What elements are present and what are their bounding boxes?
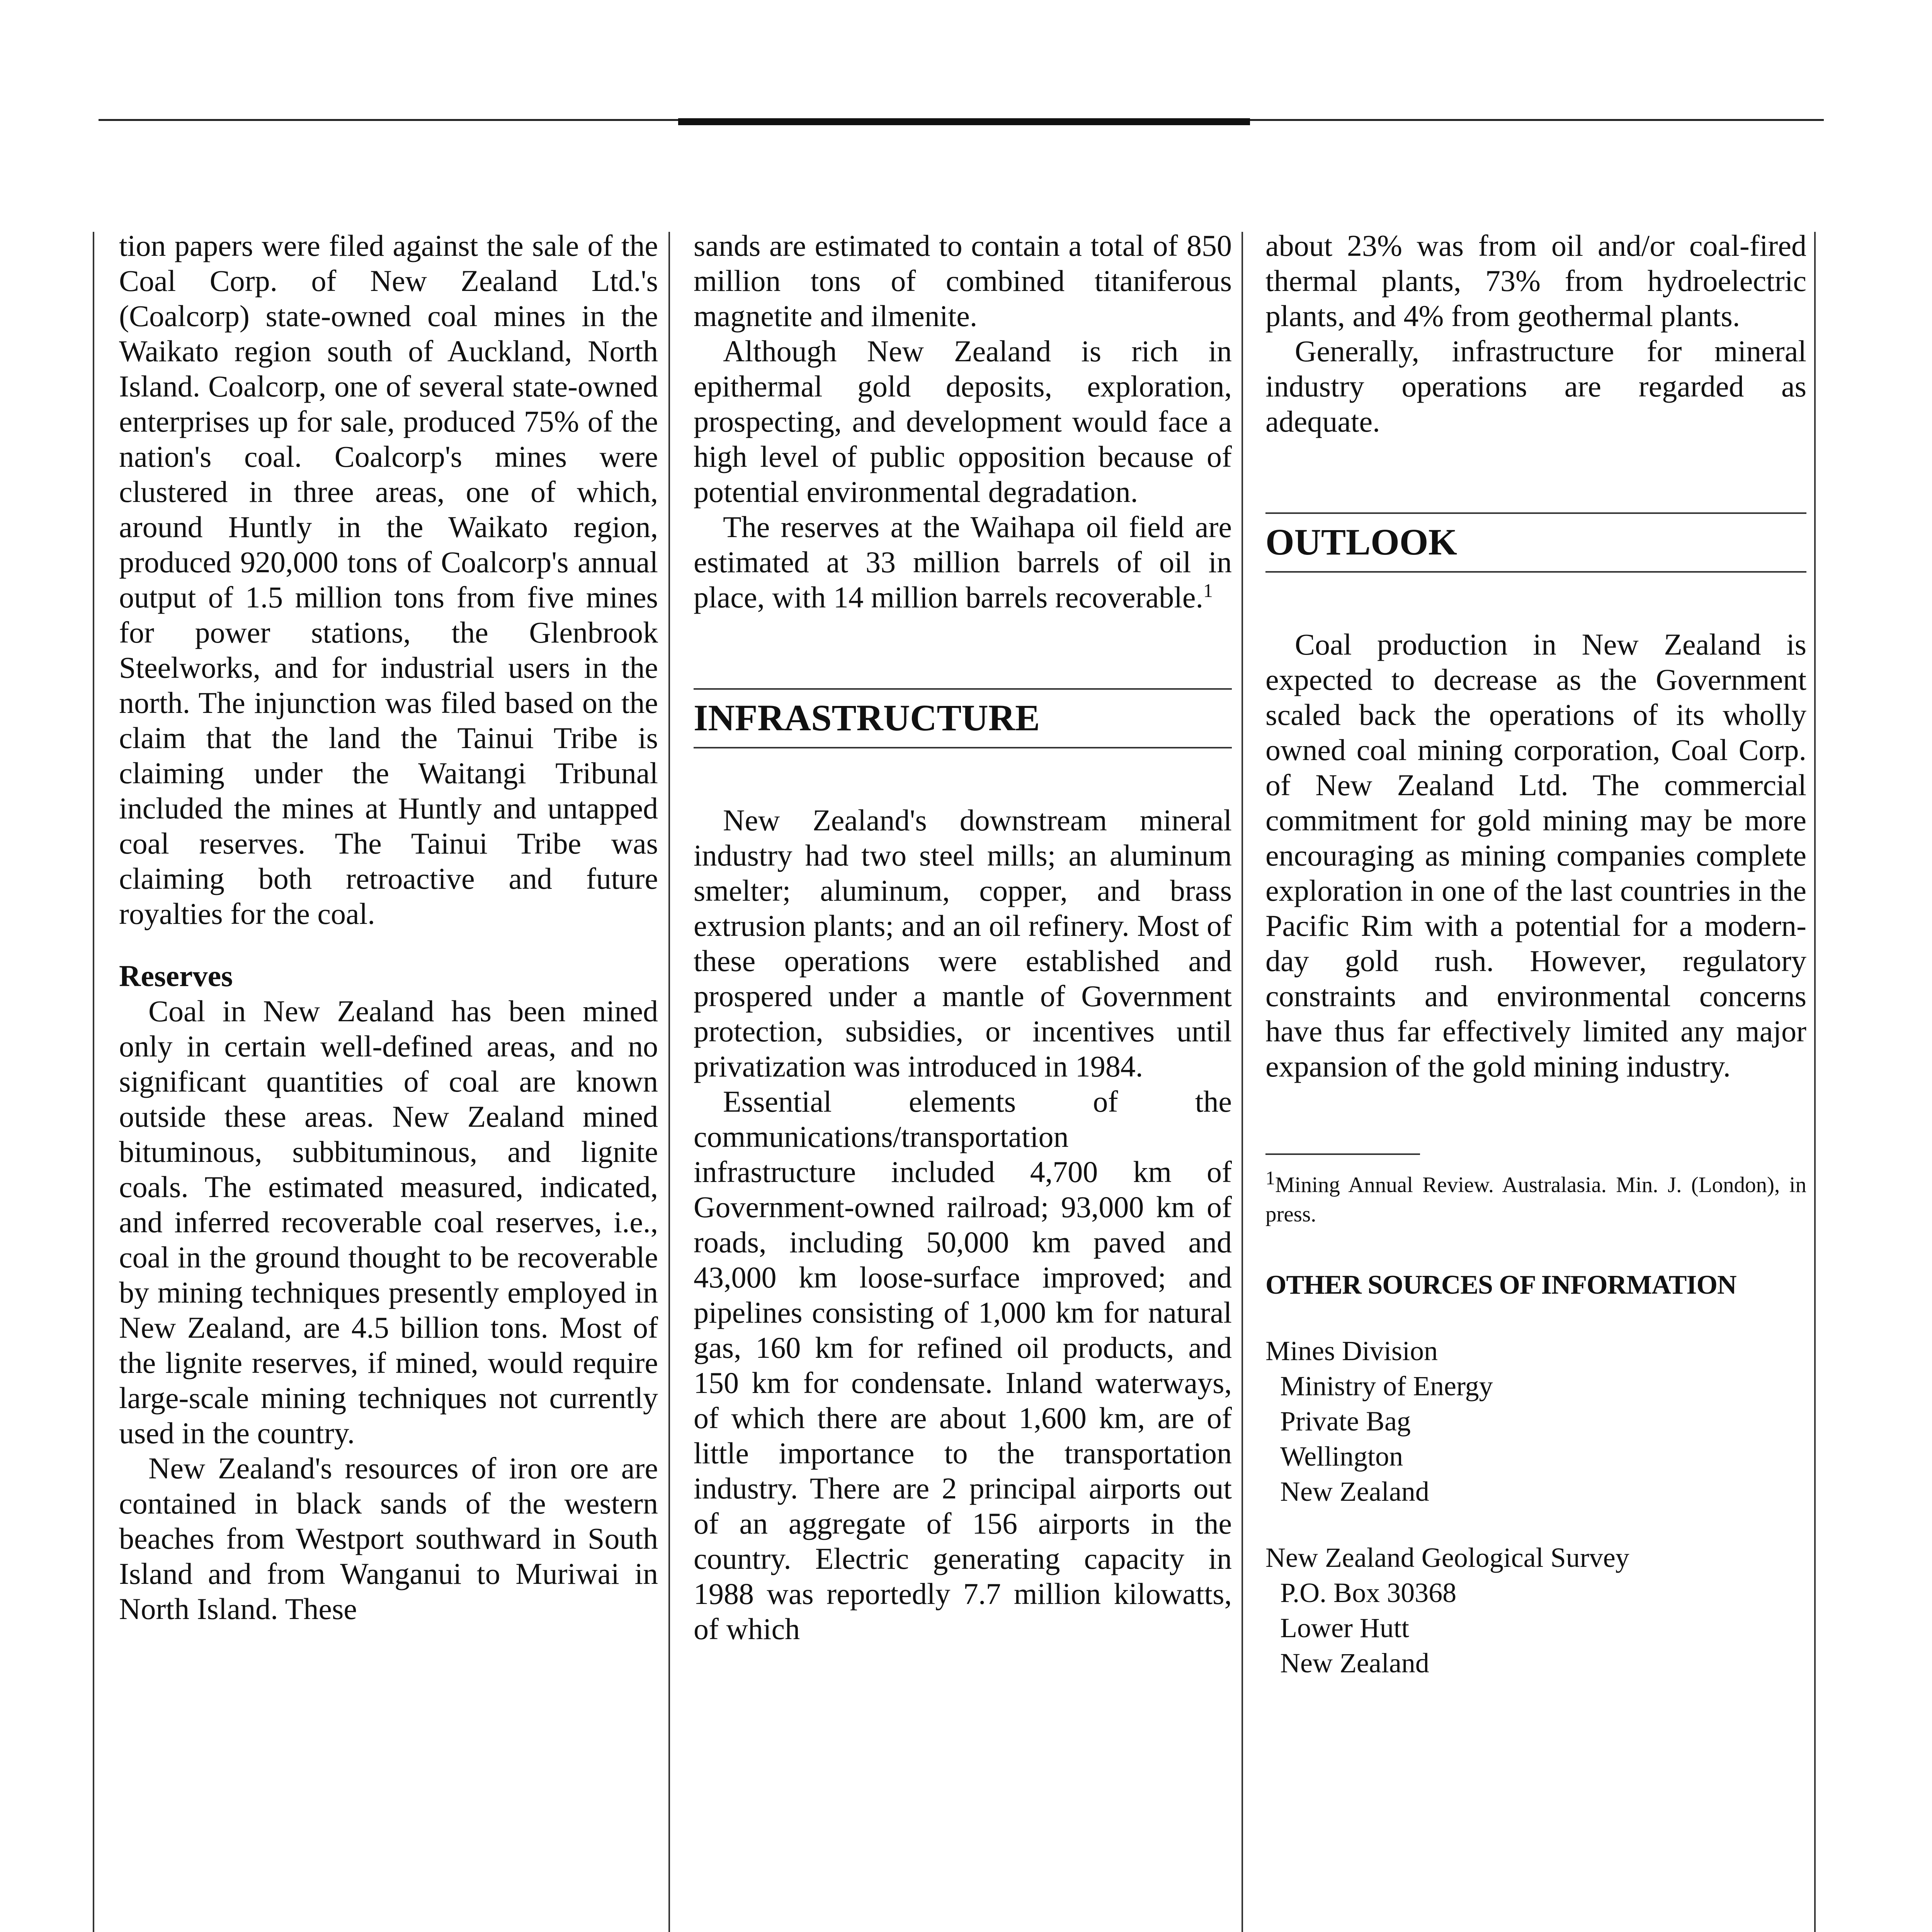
column-divider [93,232,94,1932]
top-rule-accent [678,118,1250,125]
column-3 [1265,228,1806,1681]
paragraph: Coal production in New Zealand is expected to decrease as the Government scaled back the operations of its wholly owned coal mining corporation, Coal Corp. of New Zealand Ltd. The commercial commitment for gold mining may be more encouraging as mining companies complete exploration in one of the last countries in the Pacific Rim with a potential for a modern-day gold rush. However, regulatory constraints and environmental concerns have thus far effectively limited any major expansion of the gold mining industry. [1265,628,1806,1083]
paragraph: Although New Zealand is rich in epithermal gold deposits, exploration, prospecting, and development would face a high level of public opposition because of potential environmental degradation. [694,334,1232,509]
paragraph: about 23% was from oil and/or coal-fired thermal plants, 73% from hydroelectric plants, and 4% from geothermal plants. [1265,229,1806,333]
address-line: New Zealand [1280,1648,1429,1679]
paragraph: Coal in New Zealand has been mined only in certain well-defined areas, and no significant quantities of coal are known outside these areas. New Zealand mined bituminous, subbituminous, and lignite coals. The estimated measured, indicated, and inferred recoverable coal reserves, i.e., coal in the ground thought to be recoverable by mining techniques presently employed in New Zealand, are 4.5 billion tons. Most of the lignite reserves, if mined, would require large-scale mining techniques not currently used in the country. [119,994,658,1450]
paragraph: New Zealand's resources of iron ore are contained in black sands of the western beaches from Westport southward in South Island and from Wanganui to Muriwai in North Island. These [119,1451,658,1626]
footnote-rule [1265,1153,1420,1155]
outlook-heading: OUTLOOK [1265,512,1806,573]
address-line: Private Bag [1280,1406,1411,1437]
column-divider [668,232,670,1932]
column-1 [119,228,658,1626]
paragraph: tion papers were filed against the sale of the Coal Corp. of New Zealand Ltd.'s (Coalcorp) state-owned coal mines in the Waikato region south of Auckland, North Island. Coalcorp, one of several state-owned enterprises up for sale, produced 75% of the nation's coal. Coalcorp's mines were clustered in three areas, one of which, around Huntly in the Waikato region, produced 920,000 tons of Coalcorp's annual output of 1.5 million tons from five mines for power stations, the Glenbrook Steelworks, and for industrial users in the north. The injunction was filed based on the claim that the land the Tainui Tribe is claiming under the Waitangi Tribunal included the mines at Huntly and untapped coal reserves. The Tainui Tribe was claiming both retroactive and future royalties for the coal. [119,229,658,930]
paragraph: New Zealand's downstream mineral industry had two steel mills; an aluminum smelter; aluminum, copper, and brass extrusion plants; and an oil refinery. Most of these operations were established and prospered under a mantle of Government protection, subsidies, or incentives until privatization was introduced in 1984. [694,803,1232,1083]
paragraph: sands are estimated to contain a total of 850 million tons of combined titaniferous magnetite and ilmenite. [694,229,1232,333]
address-block [1265,1540,1806,1681]
footnote-reference: 1 [1203,580,1213,601]
footnote [1265,1167,1806,1229]
infrastructure-heading: INFRASTRUCTURE [694,688,1232,748]
address-line: P.O. Box 30368 [1280,1577,1457,1608]
paragraph: Essential elements of the communications/transportation infrastructure included 4,700 km of Government-owned railroad; 93,000 km of roads, including 50,000 km paved and 43,000 km loose-surface improved; and pipelines consisting of 1,000 km for natural gas, 160 km for refined oil products, and 150 km for condensate. Inland waterways, of which there are about 1,600 km, are of little importance to the transportation industry. There are 2 principal airports out of an aggregate of 156 airports in the country. Electric generating capacity in 1988 was reportedly 7.7 million kilowatts, of which [694,1085,1232,1646]
column-2 [694,228,1232,1646]
paragraph [694,509,1232,615]
address-line: Lower Hutt [1280,1612,1409,1643]
other-sources-heading: OTHER SOURCES OF INFORMATION [1265,1270,1736,1300]
address-org: Mines Division [1265,1335,1438,1366]
column-divider [1814,232,1816,1932]
paragraph-text: The reserves at the Waihapa oil field are estimated at 33 million barrels of oil in place, with 14 million barrels recoverable. [694,510,1232,614]
reserves-heading: Reserves [119,959,233,993]
address-org: New Zealand Geological Survey [1265,1542,1629,1573]
column-divider [1242,232,1243,1932]
address-line: Wellington [1280,1441,1403,1472]
address-line: New Zealand [1280,1476,1429,1507]
address-line: Ministry of Energy [1280,1371,1493,1401]
footnote-text: Mining Annual Review. Australasia. Min. J. (London), in press. [1265,1173,1806,1226]
paragraph: Generally, infrastructure for mineral industry operations are regarded as adequate. [1265,334,1806,438]
footnote-marker: 1 [1265,1167,1275,1189]
address-block [1265,1333,1806,1509]
